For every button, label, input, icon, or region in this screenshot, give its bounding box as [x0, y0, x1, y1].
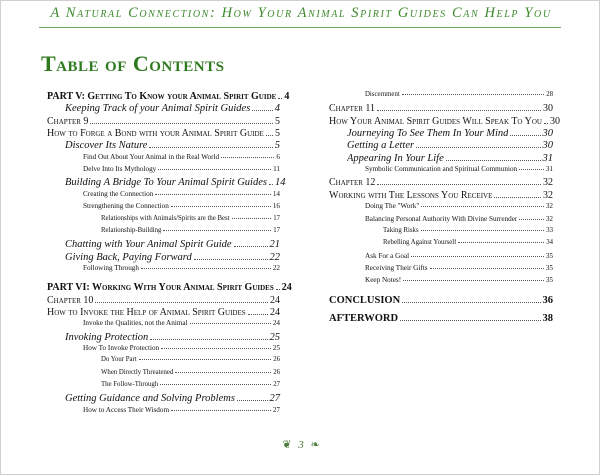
toc-entry-label: Following Through [83, 263, 139, 272]
toc-entry-label: Invoking Protection [65, 331, 149, 343]
toc-dot-leader [276, 289, 280, 290]
toc-entry-page: 30 [542, 128, 553, 140]
toc-entry[interactable] [329, 190, 553, 201]
toc-entry-page: 5 [274, 140, 280, 152]
toc-dot-leader [221, 157, 274, 158]
toc-entry[interactable] [329, 227, 553, 234]
toc-entry-page: 24 [270, 306, 280, 318]
toc-entry-page: 14 [272, 189, 280, 198]
toc-entry[interactable] [47, 190, 280, 198]
toc-entry-label: Strengthening the Connection [83, 202, 169, 211]
toc-entry[interactable] [329, 103, 553, 114]
toc-entry-page: 36 [542, 294, 553, 306]
toc-entry-label: Working with The Lessons You Receive [329, 189, 493, 201]
toc-dot-leader [377, 184, 541, 185]
toc-dot-leader [155, 194, 271, 195]
toc-entry-label: Building A Bridge To Your Animal Spirit Guides [65, 177, 267, 189]
toc-dot-leader [400, 320, 540, 321]
toc-entry-page: 5 [275, 115, 280, 127]
page-title: Table of Contents [41, 51, 225, 76]
toc-entry-label: Symbolic Communication and Spiritual Communion [365, 165, 518, 174]
toc-entry[interactable] [329, 252, 553, 260]
toc-dot-leader [377, 110, 541, 111]
toc-dot-leader [234, 246, 268, 247]
toc-dot-leader [266, 135, 273, 136]
toc-entry[interactable] [329, 115, 560, 127]
toc-entry[interactable] [329, 264, 553, 272]
toc-entry[interactable] [47, 332, 280, 343]
toc-entry-label: PART VI: Working With Your Animal Spirit Guides [47, 282, 274, 294]
toc-entry-label: When Directly Threatened [101, 368, 174, 376]
toc-dot-leader [190, 323, 271, 324]
toc-entry-page: 35 [545, 251, 553, 260]
toc-entry[interactable] [47, 319, 280, 327]
toc-entry-page: 17 [273, 214, 280, 222]
toc-entry[interactable] [329, 313, 553, 324]
toc-entry[interactable] [329, 165, 553, 173]
toc-entry-label: Keeping Track of your Animal Spirit Guides [65, 103, 251, 115]
toc-entry-page: 4 [284, 91, 290, 102]
toc-entry-page: 31 [545, 165, 553, 174]
toc-entry-page: 27 [272, 405, 280, 414]
running-header: A Natural Connection: How Your Animal Spirit Guides Can Help You [50, 5, 552, 21]
toc-dot-leader [430, 268, 544, 269]
toc-dot-leader [248, 314, 268, 315]
toc-entry-page: 17 [273, 226, 280, 234]
toc-entry-label: Chatting with Your Animal Spirit Guide [65, 239, 232, 251]
toc-entry-label: Invoke the Qualities, not the Animal [83, 319, 188, 328]
toc-entry-page: 30 [543, 103, 553, 115]
toc-dot-leader [252, 110, 272, 111]
toc-dot-leader [237, 400, 268, 401]
toc-entry[interactable] [47, 153, 280, 161]
toc-dot-leader [175, 372, 271, 373]
toc-dot-leader [194, 259, 268, 260]
toc-entry-label: Getting a Letter [347, 140, 415, 152]
toc-entry-label: How to Forge a Bond with your Animal Spirit Guide [47, 128, 264, 140]
toc-entry-label: Relationship-Building [101, 226, 162, 234]
toc-entry[interactable] [329, 276, 553, 284]
toc-entry-page: 24 [270, 294, 280, 306]
page-number: 3 [298, 439, 304, 451]
toc-dot-leader [149, 147, 272, 148]
toc-dot-leader [402, 94, 544, 95]
toc-dot-leader [171, 410, 271, 411]
toc-entry-page: 35 [545, 276, 553, 285]
toc-entry[interactable] [329, 202, 553, 210]
toc-entry-label: Appearing In Your Life [347, 152, 444, 164]
toc-entry-page: 38 [542, 312, 553, 324]
toc-entry-label: Do Your Part [101, 356, 137, 364]
toc-dot-leader [494, 197, 541, 198]
toc-entry-page: 31 [542, 152, 553, 164]
toc-dot-leader [90, 123, 273, 124]
toc-entry-page: 22 [269, 251, 280, 263]
toc-entry-label: How Your Animal Spirit Guides Will Speak To You [329, 115, 542, 127]
toc-dot-leader [411, 256, 544, 257]
header-rule [39, 27, 561, 28]
toc-entry-label: Find Out About Your Animal in the Real World [83, 152, 220, 161]
toc-entry-label: How To Invoke Protection [83, 344, 160, 352]
toc-dot-leader [421, 206, 544, 207]
toc-entry-page: 4 [274, 103, 280, 115]
toc-entry[interactable] [47, 369, 280, 376]
toc-entry-page: 16 [272, 202, 280, 211]
toc-dot-leader [402, 302, 540, 303]
toc-entry-label: AFTERWORD [329, 312, 399, 324]
toc-entry[interactable] [329, 295, 553, 306]
toc-dot-leader [458, 242, 544, 243]
toc-dot-leader [158, 169, 271, 170]
toc-entry-page: 30 [542, 140, 553, 152]
toc-entry[interactable] [47, 128, 280, 139]
toc-dot-leader [278, 98, 282, 99]
toc-entry[interactable] [47, 215, 280, 222]
toc-entry-label: Giving Back, Paying Forward [65, 251, 192, 263]
toc-entry[interactable] [47, 202, 280, 210]
toc-entry[interactable] [47, 282, 292, 294]
toc-entry-page: 11 [273, 165, 280, 174]
footer-ornament-right: ❧ [310, 439, 320, 451]
toc-entry-label: Journeying To See Them In Your Mind [347, 128, 509, 140]
toc-entry-label: Relationships with Animals/Spirits are the Best [101, 214, 230, 222]
toc-entry[interactable] [47, 165, 280, 173]
toc-entry[interactable] [329, 128, 553, 139]
toc-entry-label: How to Invoke the Help of Animal Spirit Guides [47, 306, 246, 318]
toc-entry-page: 27 [269, 393, 280, 405]
toc-entry[interactable] [47, 116, 280, 127]
toc-entry[interactable] [47, 406, 280, 414]
toc-entry[interactable] [329, 239, 553, 246]
toc-entry[interactable] [47, 344, 280, 352]
toc-dot-leader [416, 147, 540, 148]
toc-entry-label: Receiving Their Gifts [365, 263, 428, 272]
toc-entry-page: 32 [545, 202, 553, 211]
toc-entry-page: 6 [276, 152, 280, 161]
toc-entry-page: 30 [549, 115, 560, 127]
toc-dot-leader [446, 160, 541, 161]
toc-entry[interactable] [47, 307, 280, 318]
toc-entry[interactable] [47, 393, 280, 404]
toc-entry-label: CONCLUSION [329, 294, 401, 306]
footer-ornament-left: ❦ [282, 439, 292, 451]
toc-entry[interactable] [47, 227, 280, 234]
toc-entry-page: 25 [269, 331, 280, 343]
toc-dot-leader [269, 184, 273, 185]
toc-entry-page: 22 [272, 263, 280, 272]
toc-entry[interactable] [47, 264, 280, 272]
toc-dot-leader [232, 218, 272, 219]
toc-entry[interactable] [47, 140, 280, 151]
toc-entry[interactable] [47, 177, 286, 189]
toc-entry[interactable] [47, 381, 280, 388]
toc-dot-leader [95, 302, 268, 303]
toc-entry-label: How to Access Their Wisdom [83, 405, 170, 414]
toc-dot-leader [171, 206, 271, 207]
toc-entry-label: Discover Its Nature [65, 140, 148, 152]
toc-entry-page: 26 [273, 356, 280, 364]
toc-entry-page: 32 [543, 177, 553, 189]
toc-entry[interactable] [47, 295, 280, 306]
toc-entry-page: 34 [546, 239, 553, 247]
toc-entry[interactable] [47, 103, 280, 114]
toc-dot-leader [160, 384, 271, 385]
toc-entry-page: 21 [269, 239, 280, 251]
toc-dot-leader [139, 359, 272, 360]
toc-entry-label: Rebelling Against Yourself [383, 239, 457, 247]
toc-dot-leader [519, 219, 544, 220]
toc-entry[interactable] [329, 91, 553, 98]
toc-entry[interactable] [329, 153, 553, 164]
toc-entry-page: 32 [543, 189, 553, 201]
toc-entry-label: Discernment [365, 91, 400, 98]
toc-entry-page: 24 [272, 319, 280, 328]
toc-entry-label: Ask For a Goal [365, 251, 410, 260]
toc-entry-page: 28 [546, 91, 553, 98]
toc-entry-label: Getting Guidance and Solving Problems [65, 393, 235, 405]
toc-entry-label: Chapter 11 [329, 103, 376, 115]
toc-dot-leader [519, 169, 544, 170]
toc-entry-label: The Follow-Through [101, 381, 159, 389]
toc-dot-leader [150, 339, 267, 340]
toc-entry-page: 14 [274, 177, 286, 189]
toc-entry-label: Chapter 9 [47, 115, 89, 127]
toc-entry-page: 26 [273, 368, 280, 376]
toc-entry[interactable] [329, 140, 553, 151]
toc-entry-label: PART V: Getting To Know your Animal Spirit Guide [47, 91, 277, 102]
toc-dot-leader [544, 123, 548, 124]
toc-entry-label: Keep Notes! [365, 276, 402, 285]
toc-entry-page: 32 [545, 214, 553, 223]
toc-dot-leader [163, 230, 271, 231]
toc-entry-label: Chapter 12 [329, 177, 376, 189]
toc-entry-label: Chapter 10 [47, 294, 94, 306]
toc-entry[interactable] [47, 356, 280, 363]
toc-entry-page: 5 [275, 128, 280, 140]
toc-entry-label: Delve Into Its Mythology [83, 165, 157, 174]
toc-entry[interactable] [47, 91, 290, 102]
toc-dot-leader [141, 268, 271, 269]
toc-entry-page: 24 [281, 282, 292, 294]
toc-dot-leader [403, 280, 544, 281]
toc-entry[interactable] [47, 252, 280, 263]
toc-entry[interactable] [47, 239, 280, 250]
toc-entry-page: 33 [546, 226, 553, 234]
toc-entry-label: Doing The "Work" [365, 202, 420, 211]
toc-entry-label: Balancing Personal Authority With Divine Surrender [365, 214, 518, 223]
toc-entry-label: Creating the Connection [83, 189, 154, 198]
toc-entry-page: 35 [545, 263, 553, 272]
toc-entry[interactable] [329, 215, 553, 223]
toc-entry-label: Taking Risks [383, 226, 419, 234]
toc-dot-leader [510, 135, 540, 136]
toc-dot-leader [421, 230, 545, 231]
page-footer [1, 438, 600, 451]
toc-dot-leader [161, 348, 271, 349]
toc-entry-page: 27 [273, 381, 280, 389]
toc-entry[interactable] [329, 177, 553, 188]
toc-entry-page: 25 [272, 344, 280, 352]
